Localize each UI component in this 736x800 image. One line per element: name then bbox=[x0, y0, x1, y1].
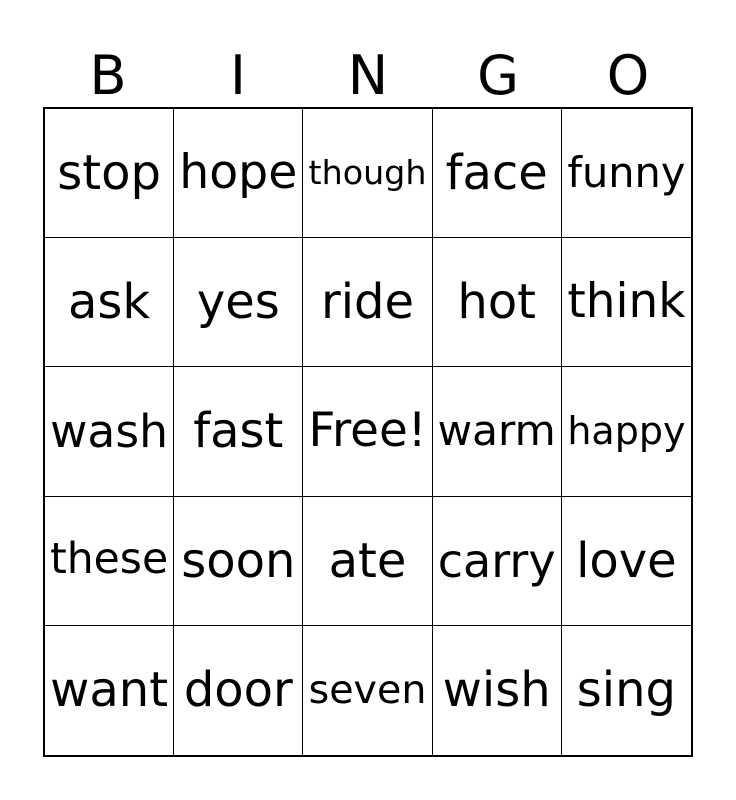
cell-word: carry bbox=[437, 533, 556, 588]
bingo-cell[interactable] bbox=[433, 497, 562, 626]
header-letter-g: G bbox=[477, 44, 519, 107]
bingo-cell[interactable] bbox=[562, 109, 691, 238]
bingo-cell[interactable] bbox=[45, 109, 174, 238]
bingo-cell[interactable] bbox=[174, 109, 303, 238]
cell-word: funny bbox=[567, 148, 686, 198]
cell-word: seven bbox=[308, 666, 427, 713]
bingo-cell[interactable] bbox=[45, 626, 174, 755]
cell-word: fast bbox=[193, 403, 284, 460]
cell-word: love bbox=[576, 532, 677, 589]
header-letter-o: O bbox=[606, 44, 650, 107]
cell-word: these bbox=[50, 535, 169, 585]
cell-word: yes bbox=[196, 274, 280, 331]
cell-word: sing bbox=[576, 662, 676, 719]
cell-word: though bbox=[308, 153, 427, 193]
cell-word: wash bbox=[50, 404, 169, 458]
bingo-grid bbox=[43, 107, 693, 757]
cell-word: face bbox=[445, 145, 548, 202]
cell-word: door bbox=[183, 662, 293, 719]
cell-word: ask bbox=[67, 274, 151, 331]
bingo-cell[interactable] bbox=[174, 238, 303, 367]
bingo-cell[interactable] bbox=[433, 109, 562, 238]
cell-word: wish bbox=[442, 662, 551, 719]
cell-word: soon bbox=[181, 532, 296, 589]
cell-word: hot bbox=[457, 274, 536, 331]
bingo-cell[interactable] bbox=[45, 238, 174, 367]
header-letter-i: I bbox=[230, 44, 246, 107]
bingo-cell[interactable] bbox=[45, 367, 174, 496]
bingo-cell[interactable] bbox=[562, 626, 691, 755]
bingo-cell[interactable] bbox=[562, 497, 691, 626]
bingo-cell[interactable] bbox=[433, 626, 562, 755]
free-space-label: Free! bbox=[308, 404, 427, 459]
header-letter-n: N bbox=[347, 44, 389, 107]
cell-word: happy bbox=[567, 409, 686, 454]
bingo-cell[interactable] bbox=[303, 626, 432, 755]
bingo-cell[interactable] bbox=[303, 238, 432, 367]
bingo-cell[interactable] bbox=[174, 367, 303, 496]
cell-word: think bbox=[567, 273, 686, 329]
free-space-cell[interactable] bbox=[303, 367, 432, 496]
bingo-header bbox=[43, 0, 693, 107]
cell-word: ate bbox=[328, 532, 407, 589]
bingo-cell[interactable] bbox=[303, 497, 432, 626]
header-letter-b: B bbox=[89, 44, 127, 107]
bingo-cell[interactable] bbox=[433, 238, 562, 367]
cell-word: ride bbox=[320, 274, 415, 331]
cell-word: want bbox=[50, 662, 169, 719]
bingo-cell[interactable] bbox=[174, 497, 303, 626]
bingo-cell[interactable] bbox=[174, 626, 303, 755]
bingo-cell[interactable] bbox=[433, 367, 562, 496]
bingo-cell[interactable] bbox=[562, 238, 691, 367]
bingo-cell[interactable] bbox=[45, 497, 174, 626]
cell-word: warm bbox=[437, 406, 556, 456]
bingo-cell[interactable] bbox=[303, 109, 432, 238]
cell-word: hope bbox=[179, 145, 298, 201]
cell-word: stop bbox=[57, 145, 161, 202]
bingo-cell[interactable] bbox=[562, 367, 691, 496]
